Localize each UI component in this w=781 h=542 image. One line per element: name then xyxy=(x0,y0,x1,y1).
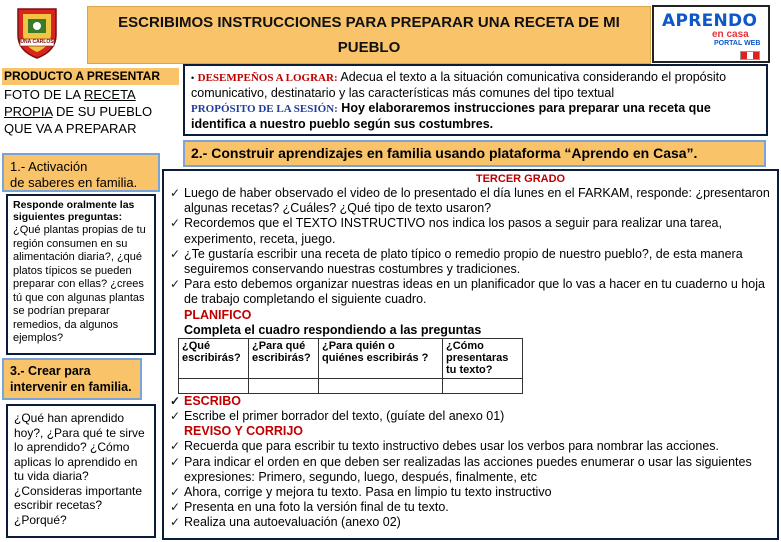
checkmark-icon: ✓ xyxy=(170,393,181,408)
list-item xyxy=(170,455,771,485)
table-row xyxy=(179,378,523,393)
bullet-icon: • xyxy=(191,73,195,83)
reviso-heading: REVISO Y CORRIJO xyxy=(184,424,304,439)
proposito-text: Hoy elaboraremos instrucciones para preparar una receta que identifica a nuestro pueblo según sus costumbres. xyxy=(191,101,711,131)
table-header-cell: ¿Para quién o quiénes escribirás ? xyxy=(319,338,443,378)
checkmark-icon: ✓ xyxy=(170,277,181,292)
list-item xyxy=(170,186,771,216)
list-item-text: Realiza una autoevaluación (anexo 02) xyxy=(184,515,401,530)
checkmark-icon: ✓ xyxy=(170,216,181,231)
list-item-text: Recuerda que para escribir tu texto instructivo debes usar los verbos para nombrar las acciones. xyxy=(184,439,719,454)
escribo-label: ESCRIBO xyxy=(184,393,241,408)
list-item xyxy=(170,277,771,307)
list-item xyxy=(170,515,771,530)
list-item-text: Presenta en una foto la versión final de tu texto. xyxy=(184,500,449,515)
list-item xyxy=(170,485,771,500)
aprendo-logo-main: APRENDO xyxy=(662,11,758,31)
list-item-text: Ahora, corrige y mejora tu texto. Pasa en limpio tu texto instructivo xyxy=(184,485,552,500)
list-item-text: ¿Te gustaría escribir una receta de plato típico o remedio propio de nuestro pueblo?, de esta manera seguiremos conservando nuestras costumbres y tradiciones. xyxy=(184,246,743,277)
step1-line1: 1.- Activación xyxy=(10,159,88,174)
desempenos-label: DESEMPEÑOS A LOGRAR: xyxy=(197,72,338,84)
list-item xyxy=(170,500,771,515)
step2-build-box: 2.- Construir aprendizajes en familia usando plataforma “Aprendo en Casa”. xyxy=(183,140,766,167)
product-text-propia: PROPIA xyxy=(4,104,53,119)
list-item-text: Para indicar el orden en que deben ser realizadas las acciones puedes enumerar o usar las siguientes expresiones: Primero, segundo, luego, después, finalmente, etc xyxy=(184,454,752,484)
table-cell xyxy=(249,378,319,393)
list-item-text: Para esto debemos organizar nuestras ideas en un planificador que lo vas a hacer en tu cuaderno u hoja de trabajo completando el siguiente cuadro. xyxy=(184,277,765,307)
step3-create-box xyxy=(2,358,142,400)
table-header-row xyxy=(179,338,523,378)
reflection-box: ¿Qué han aprendido hoy?, ¿Para qué te sirve lo aprendido? ¿Cómo aplicas lo aprendido en tu vida diaria? ¿Consideras importante escribir recetas? ¿Porqué? xyxy=(6,404,156,538)
checkmark-icon: ✓ xyxy=(170,186,181,200)
escribo-heading xyxy=(170,394,771,409)
product-text xyxy=(4,86,179,137)
planifico-heading: PLANIFICO xyxy=(184,307,252,322)
checkmark-icon: ✓ xyxy=(170,439,181,454)
list-item xyxy=(170,216,771,246)
questions-body: ¿Qué plantas propias de tu región consumen en su alimentación diaria?, ¿qué platos típicos se pueden preparar con ellas? ¿crees tú que con algunas plantas se podrían preparar remedios, da algunos ejemplos? xyxy=(13,224,146,344)
list-item-text: Recordemos que el TEXTO INSTRUCTIVO nos indica los pasos a seguir para realizar una tarea, experimento, receta, juego. xyxy=(184,216,722,246)
desempenos-text: Adecua el texto a la situación comunicativa considerando el propósito comunicativo, destinatario y las características más comunes del tipo textual xyxy=(191,70,727,100)
table-cell xyxy=(443,378,523,393)
step1-line2: de saberes en familia. xyxy=(10,175,138,190)
product-text-receta: RECETA xyxy=(83,87,136,102)
table-header-cell: ¿Qué escribirás? xyxy=(179,338,249,378)
planning-table xyxy=(178,338,523,394)
product-title: PRODUCTO A PRESENTAR xyxy=(2,68,179,85)
page-title: ESCRIBIMOS INSTRUCCIONES PARA PREPARAR UNA RECETA DE MI PUEBLO xyxy=(118,14,620,56)
list-item-text: Escribe el primer borrador del texto, (guíate del anexo 01) xyxy=(184,409,505,424)
checkmark-icon: ✓ xyxy=(170,409,181,424)
checkmark-icon: ✓ xyxy=(170,246,181,261)
list-item xyxy=(170,409,771,424)
table-header-cell: ¿Para qué escribirás? xyxy=(249,338,319,378)
table-cell xyxy=(319,378,443,393)
checkmark-icon: ✓ xyxy=(170,500,181,515)
step3-line1: 3.- Crear para xyxy=(10,364,91,378)
grade-label: TERCER GRADO xyxy=(475,173,566,185)
proposito-line xyxy=(191,101,760,132)
header-title-box xyxy=(87,6,651,64)
peru-flag-icon xyxy=(740,51,760,60)
main-content-box xyxy=(162,169,779,540)
product-text-1: FOTO DE LA xyxy=(4,87,84,102)
checkmark-icon: ✓ xyxy=(170,454,181,469)
school-logo xyxy=(14,5,60,60)
list-item xyxy=(170,247,771,277)
questions-box xyxy=(6,194,156,355)
checkmark-icon: ✓ xyxy=(170,485,181,500)
step3-line2: intervenir en familia. xyxy=(10,380,132,394)
school-logo-text: UNA CARLOS xyxy=(20,39,54,45)
list-item-text: Luego de haber observado el video de lo presentado el día lunes en el FARKAM, responde: ¿presentaron algunas recetas? ¿Cuáles? ¿Qué tipo de texto usaron? xyxy=(184,186,770,216)
step1-activation-box xyxy=(2,153,160,192)
questions-title: Responde oralmente las siguientes preguntas: xyxy=(13,199,135,223)
table-title: Completa el cuadro respondiendo a las preguntas xyxy=(184,322,482,337)
checkmark-icon: ✓ xyxy=(170,515,181,530)
table-cell xyxy=(179,378,249,393)
desempenos-line xyxy=(191,70,760,101)
list-item xyxy=(170,439,771,454)
aprendo-logo-sub: en casa xyxy=(712,29,749,40)
aprendo-en-casa-logo xyxy=(652,5,770,63)
proposito-label: PROPÓSITO DE LA SESIÓN: xyxy=(191,103,338,115)
table-header-cell: ¿Cómo presentaras tu texto? xyxy=(443,338,523,378)
desempenos-box xyxy=(183,64,768,136)
aprendo-logo-portal: PORTAL WEB xyxy=(714,40,761,47)
product-text-2: DE SU PUEBLO QUE VA A PREPARAR xyxy=(4,104,153,136)
